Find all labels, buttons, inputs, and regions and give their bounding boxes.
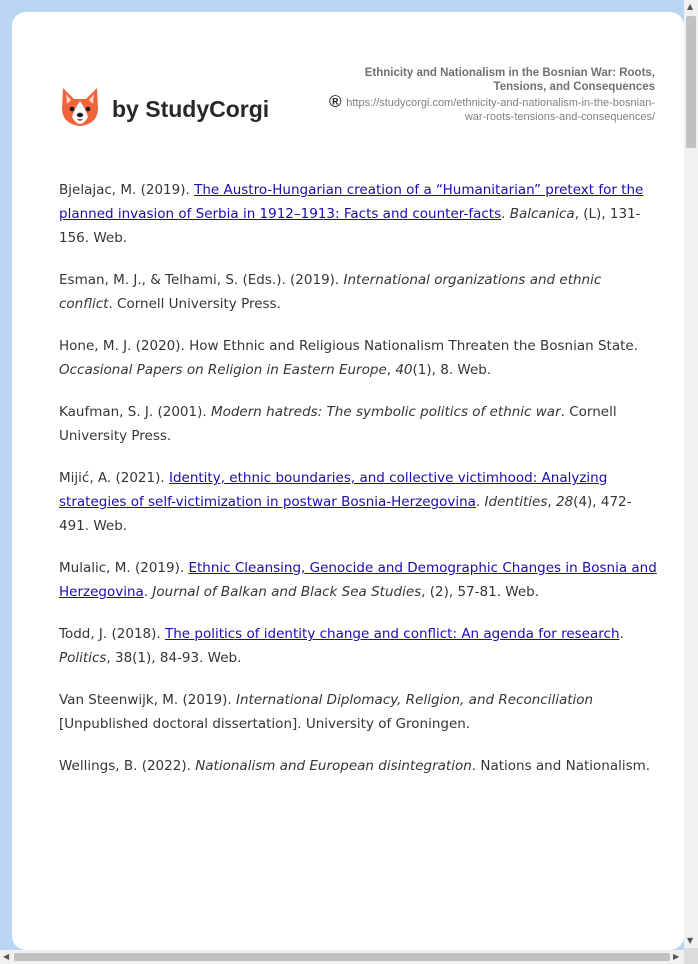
vertical-scroll-thumb[interactable] [686,16,696,148]
reference-item: Wellings, B. (2022). Nationalism and European disintegration. Nations and Nationalism. [59,758,651,774]
reference-item: Esman, M. J., & Telhami, S. (Eds.). (2019). International organizations and ethnic conflict. Cornell University Press. [59,272,602,312]
document-header-info [325,66,655,124]
scroll-left-icon[interactable]: ◀ [3,952,10,961]
brand-name: by StudyCorgi [112,95,270,122]
scrollbar-corner [684,948,698,964]
vertical-scrollbar[interactable] [684,0,698,948]
reference-link[interactable]: Ethnic Cleansing, Genocide and Demographic Changes in Bosnia and Herzegovina [59,560,657,600]
scroll-right-icon[interactable]: ▶ [673,952,680,961]
studycorgi-logo[interactable] [60,76,342,136]
reference-item: Hone, M. J. (2020). How Ethnic and Religious Nationalism Threaten the Bosnian State. Occasional Papers on Religion in Eastern Europe, 40(1), 8. Web. [59,338,639,378]
document-title: Ethnicity and Nationalism in the Bosnian War: Roots, Tensions, and Consequences [364,67,655,93]
scroll-up-icon[interactable]: ▲ [687,2,694,11]
reference-list [59,178,657,796]
document-page [12,12,684,950]
scroll-down-icon[interactable]: ▼ [687,936,694,945]
reference-item: Bjelajac, M. (2019). The Austro-Hungarian creation of a “Humanitarian” pretext for the planned invasion of Serbia in 1912–1913: Facts and counter-facts. Balcanica, (L), 131-156. Web. [59,182,644,246]
reference-item: Kaufman, S. J. (2001). Modern hatreds: The symbolic politics of ethnic war. Cornell University Press. [59,404,617,444]
reference-item: Van Steenwijk, M. (2019). International Diplomacy, Religion, and Reconciliation [Unpublished doctoral dissertation]. University of Groningen. [59,692,594,732]
registered-mark: ® [329,92,342,111]
reference-item: Mijić, A. (2021). Identity, ethnic boundaries, and collective victimhood: Analyzing strategies of self-victimization in postwar Bosnia-Herzegovina. Identities, 28(4), 472-491. Web. [59,470,632,534]
corgi-head-icon [60,84,100,128]
reference-link[interactable]: Identity, ethnic boundaries, and collective victimhood: Analyzing strategies of self-victimization in postwar Bosnia-Herzegovina [59,470,608,510]
horizontal-scroll-thumb[interactable] [14,953,670,961]
reference-link[interactable]: The Austro-Hungarian creation of a “Humanitarian” pretext for the planned invasion of Serbia in 1912–1913: Facts and counter-facts [59,182,644,222]
document-url: https://studycorgi.com/ethnicity-and-nationalism-in-the-bosnian-war-roots-tensions-and-consequences/ [346,97,655,123]
reference-item: Mulalic, M. (2019). Ethnic Cleansing, Genocide and Demographic Changes in Bosnia and Herzegovina. Journal of Balkan and Black Sea Studies, (2), 57-81. Web. [59,560,657,600]
horizontal-scrollbar[interactable] [0,950,684,964]
reference-link[interactable]: The politics of identity change and conflict: An agenda for research [164,626,620,642]
reference-item: Todd, J. (2018). The politics of identity change and conflict: An agenda for research. Politics, 38(1), 84-93. Web. [59,626,624,666]
